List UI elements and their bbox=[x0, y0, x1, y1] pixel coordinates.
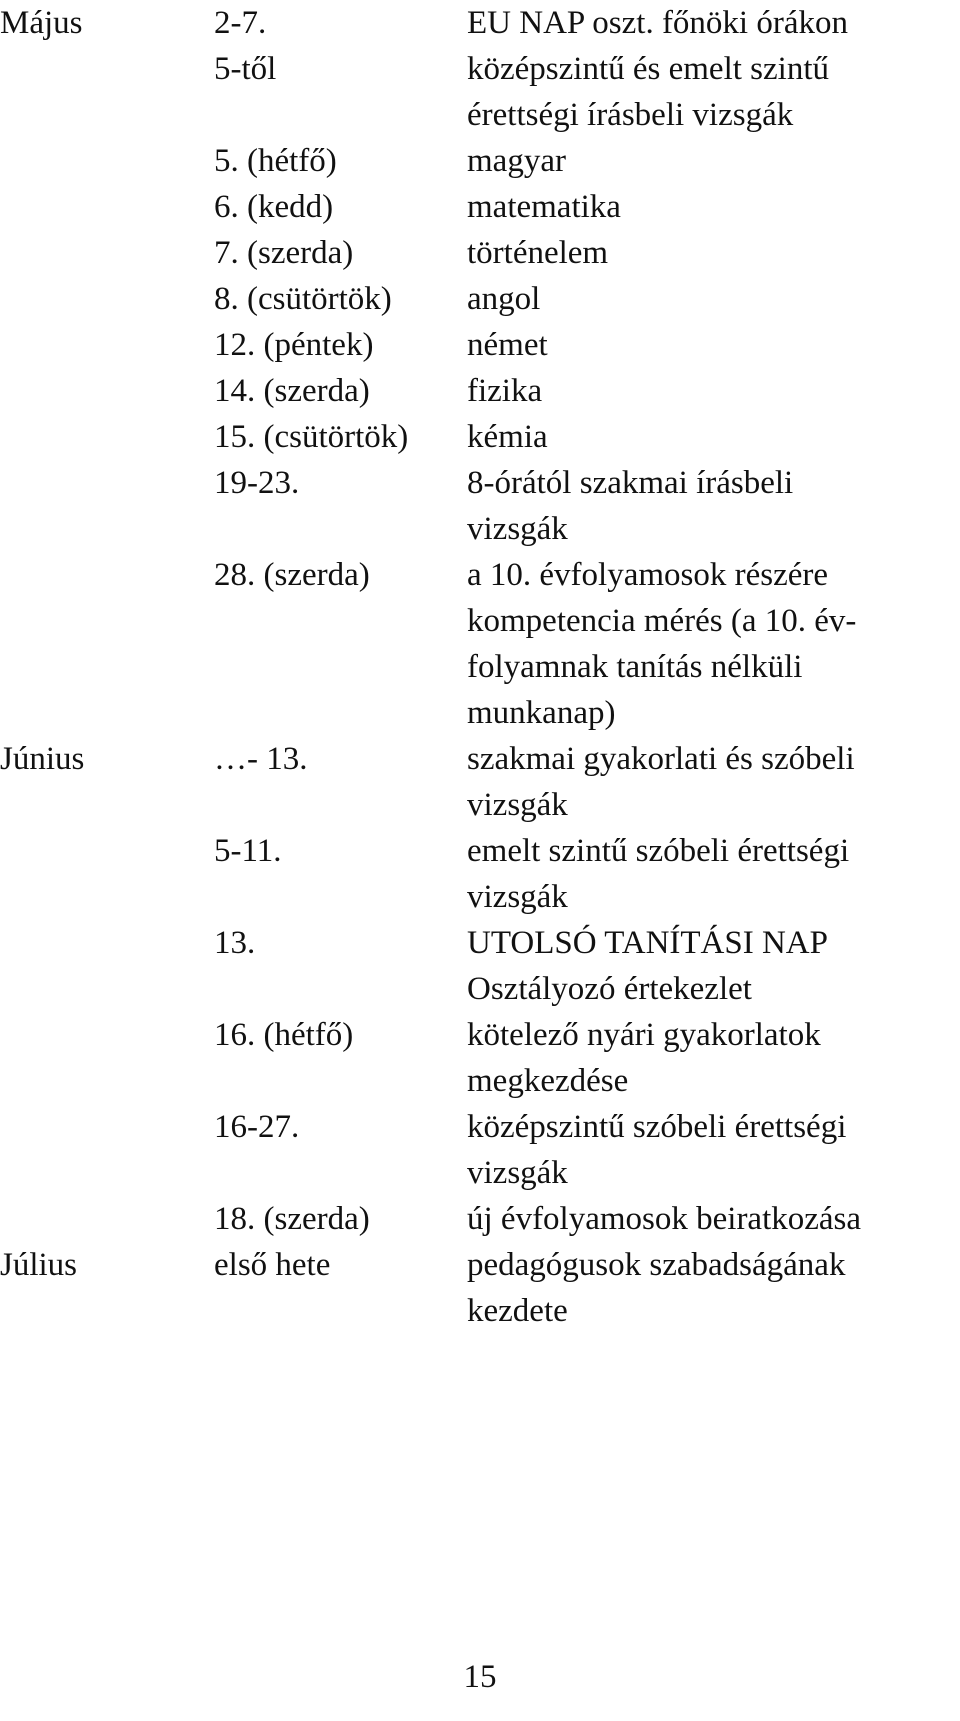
date-cell: 7. (szerda) bbox=[214, 235, 354, 271]
date-cell: 5. (hétfő) bbox=[214, 143, 337, 179]
event-cell: szakmai gyakorlati és szóbeli vizsgák bbox=[467, 741, 855, 823]
schedule-row bbox=[0, 322, 960, 368]
date-cell: 16-27. bbox=[214, 1109, 300, 1145]
event-cell: EU NAP oszt. főnöki órákon bbox=[467, 5, 848, 41]
date-cell: 8. (csütörtök) bbox=[214, 281, 392, 317]
event-cell: német bbox=[467, 327, 548, 363]
event-cell: középszintű szóbeli érettségi vizsgák bbox=[467, 1109, 847, 1191]
event-cell: angol bbox=[467, 281, 541, 317]
schedule-row bbox=[0, 552, 960, 736]
schedule-row bbox=[0, 46, 960, 138]
schedule-row bbox=[0, 1196, 960, 1242]
schedule-row bbox=[0, 1104, 960, 1196]
event-cell: emelt szintű szóbeli érettségi vizsgák bbox=[467, 833, 850, 915]
event-cell: pedagógusok szabadságának kezdete bbox=[467, 1247, 846, 1329]
month-label: Június bbox=[0, 741, 85, 777]
date-cell: 12. (péntek) bbox=[214, 327, 374, 363]
date-cell: 6. (kedd) bbox=[214, 189, 334, 225]
date-cell: első hete bbox=[214, 1247, 331, 1283]
month-label: Május bbox=[0, 5, 83, 41]
schedule-row bbox=[0, 276, 960, 322]
date-cell: 15. (csütörtök) bbox=[214, 419, 409, 455]
event-cell: UTOLSÓ TANÍTÁSI NAP Osztályozó értekezlet bbox=[467, 925, 828, 1007]
schedule-row bbox=[0, 460, 960, 552]
date-cell: 28. (szerda) bbox=[214, 557, 370, 593]
event-cell: magyar bbox=[467, 143, 566, 179]
schedule-row bbox=[0, 230, 960, 276]
event-cell: történelem bbox=[467, 235, 609, 271]
schedule-row bbox=[0, 1012, 960, 1104]
schedule-row bbox=[0, 1242, 960, 1334]
schedule-row bbox=[0, 920, 960, 1012]
schedule-row bbox=[0, 0, 960, 46]
event-cell: kémia bbox=[467, 419, 548, 455]
date-cell: 14. (szerda) bbox=[214, 373, 370, 409]
event-cell: 8-órától szakmai írásbeli vizsgák bbox=[467, 465, 794, 547]
page-number: 15 bbox=[463, 1659, 497, 1695]
event-cell: új évfolyamosok beiratkozása bbox=[467, 1201, 862, 1237]
event-cell: a 10. évfolyamosok részére kompetencia mérés (a 10. év- folyamnak tanítás nélküli munkanap) bbox=[467, 557, 857, 731]
event-cell: kötelező nyári gyakorlatok megkezdése bbox=[467, 1017, 821, 1099]
event-cell: középszintű és emelt szintű érettségi írásbeli vizsgák bbox=[467, 51, 829, 133]
date-cell: 5-11. bbox=[214, 833, 282, 869]
schedule-row bbox=[0, 138, 960, 184]
event-cell: matematika bbox=[467, 189, 621, 225]
date-cell: 18. (szerda) bbox=[214, 1201, 370, 1237]
date-cell: 2-7. bbox=[214, 5, 267, 41]
date-cell: 19-23. bbox=[214, 465, 300, 501]
date-cell: 5-től bbox=[214, 51, 277, 87]
date-cell: 13. bbox=[214, 925, 256, 961]
schedule-row bbox=[0, 184, 960, 230]
schedule-row bbox=[0, 736, 960, 828]
date-cell: 16. (hétfő) bbox=[214, 1017, 354, 1053]
date-cell: …- 13. bbox=[214, 741, 308, 777]
month-label: Július bbox=[0, 1247, 78, 1283]
schedule-row bbox=[0, 368, 960, 414]
schedule-row bbox=[0, 414, 960, 460]
schedule-row bbox=[0, 828, 960, 920]
event-cell: fizika bbox=[467, 373, 543, 409]
